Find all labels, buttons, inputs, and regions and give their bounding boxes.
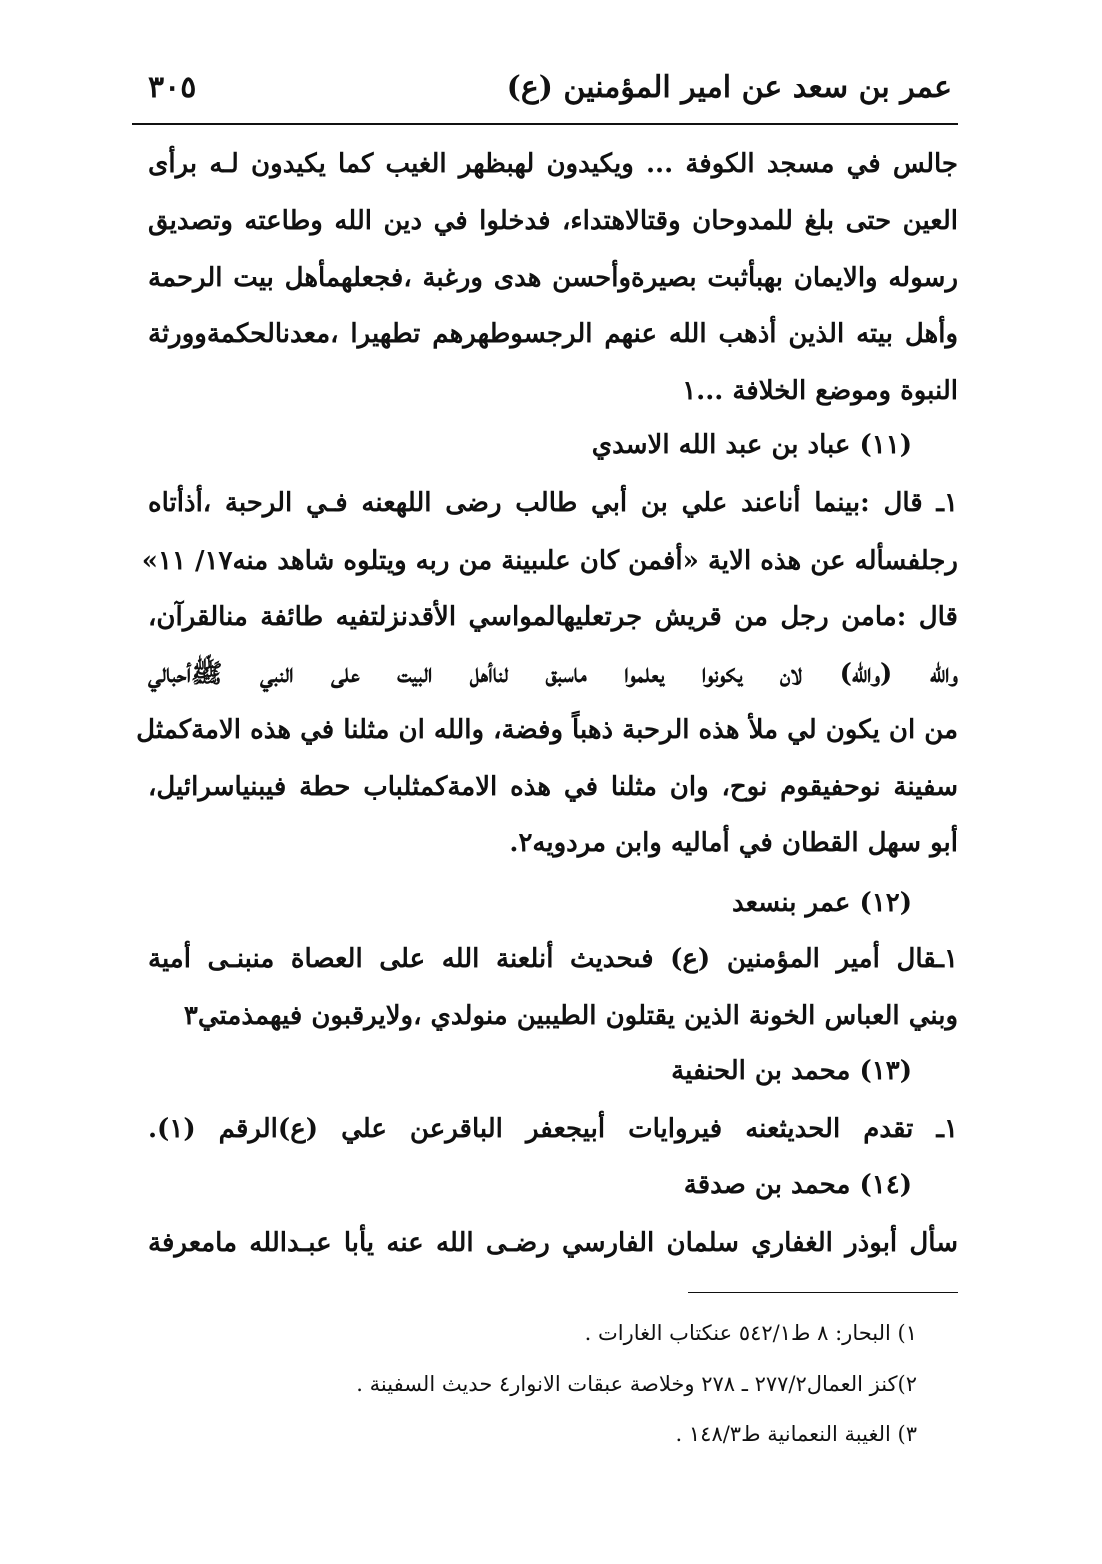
- footnote: ٣) الغيبة النعمانية ط١٤٨/٣ .: [675, 1422, 917, 1446]
- body-line: ١ـ قال :بينما أناعند علي بن أبي طالب رضى اللهعنه فـي الرحبة ،أذأتاه: [148, 488, 958, 518]
- body-line: ١ـقال أمير المؤمنين (ع) فىحديث أنلعنة الله على العصاة منبنـى أمية: [148, 944, 958, 974]
- footnote-rule: [688, 1292, 958, 1293]
- section-heading: (١٣) محمد بن الحنفية: [671, 1056, 912, 1086]
- body-line: سفينة نوحفيقوم نوح، وان مثلنا في هذه الامةكمثلباب حطة فيبنياسرائيل،: [148, 772, 958, 802]
- body-line: سأل أبوذر الغفاري سلمان الفارسي رضـى الله عنه يأبا عبـدالله مامعرفة: [148, 1228, 958, 1258]
- body-line: العين حتى بلغ للمدوحان وقتالاهتداء، فدخلوا في دين الله وطاعته وتصديق: [148, 206, 958, 236]
- body-line: رسوله والايمان بهبأثبت بصيرةوأحسن هدى ورغبة ،فجعلهمأهل بيت الرحمة: [148, 263, 958, 293]
- header-rule: [132, 123, 958, 125]
- body-line: ١ـ تقدم الحديثعنه فيروايات أبيجعفر الباقرعن علي (ع)الرقم (١).: [148, 1114, 958, 1144]
- body-line: قال :مامن رجل من قريش جرتعليهالمواسي الأقدنزلتفيه طائفة منالقرآن،: [148, 602, 958, 632]
- body-line: والله (والله) لان يكونوا يعلموا ماسبق لناأهل البيت على النبي ﷺأحبالي: [148, 659, 958, 689]
- footnote: ١) البحار: ٨ ط٥٤٢/١ عنكتاب الغارات .: [584, 1321, 917, 1345]
- body-line: رجلفسأله عن هذه الاية «أفمن كان علىبينة من ربه ويتلوه شاهد منه١٧/ ١١»: [141, 546, 958, 576]
- section-heading: (١١) عباد بن عبد الله الاسدي: [591, 430, 912, 460]
- body-line: من ان يكون لي ملأ هذه الرحبة ذهباً وفضة، والله ان مثلنا في هذه الامةكمثل: [136, 715, 958, 745]
- body-line: وأهل بيته الذين أذهب الله عنهم الرجسوطهرهم تطهيرا ،معدنالحكمةوورثة: [148, 319, 958, 349]
- section-heading: (١٤) محمد بن صدقة: [683, 1170, 912, 1200]
- footnote: ٢)كنز العمال٢٧٧/٢ ـ ٢٧٨ وخلاصة عبقات الانوار٤ حديث السفينة .: [356, 1372, 917, 1396]
- running-header-title: عمر بن سعد عن امير المؤمنين (ع): [506, 70, 952, 105]
- section-heading: (١٢) عمر بنسعد: [731, 888, 912, 918]
- body-line: النبوة وموضع الخلافة ...١: [682, 376, 958, 406]
- body-line: أبو سهل القطان في أماليه وابن مردويه٢.: [509, 828, 958, 858]
- body-line: جالس في مسجد الكوفة ... ويكيدون لهبظهر الغيب كما يكيدون لـه برأى: [148, 149, 958, 179]
- body-line: وبني العباس الخونة الذين يقتلون الطيبين منولدي ،ولايرقبون فيهمذمتي٣: [183, 1001, 958, 1031]
- page-number: ٣٠٥: [148, 70, 197, 105]
